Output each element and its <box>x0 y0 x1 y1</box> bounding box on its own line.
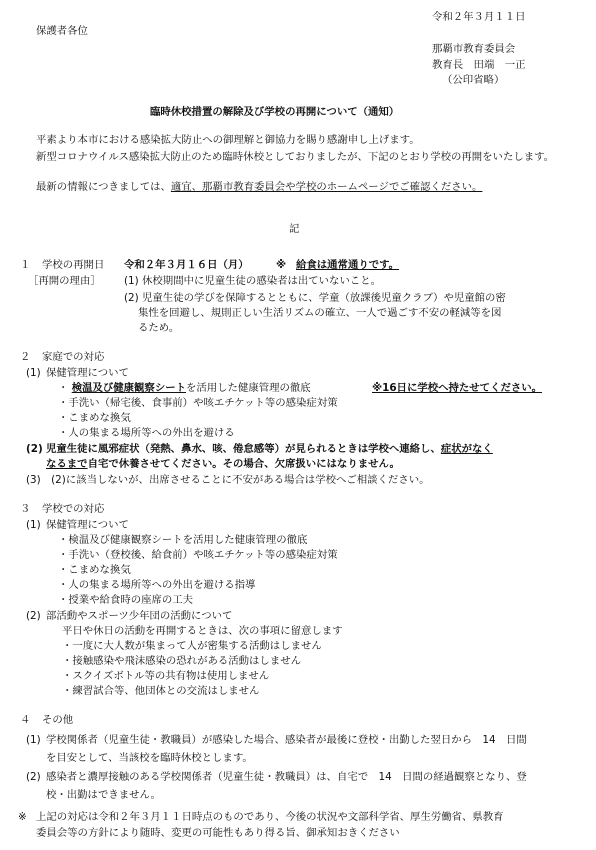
reason-1: (1) 休校期間中に児童生徒の感染者は出ていないこと。 <box>124 275 382 287</box>
sec1-note-mark: ※ <box>276 259 287 271</box>
sec2-bullet-2: ・ 手洗い（帰宅後、食事前）や咳エチケット等の感染症対策 <box>58 396 338 410</box>
sec3-item1-title: 保健管理について <box>46 519 129 531</box>
sec2-bullet-1-rest: を活用した健康管理の徹底 <box>186 382 311 394</box>
cold-symptoms-text: 児童生徒に風邪症状（発熱、鼻水、咳、倦怠感等）が見られるときは学校へ連絡し、 <box>46 443 441 455</box>
until-no-symptoms-2: なるまで <box>46 458 88 470</box>
homepage-check-note: 適宜、那覇市教育委員会や学校のホームページでご確認ください。 <box>170 181 483 193</box>
sec2-item3: (3) (2)に該当しないが、出席させることに不安がある場合は学校へご相談ください。 <box>26 474 430 486</box>
footer-note-line1: 上記の対応は令和２年３月１１日時点のものであり、今後の状況や文部科学省、厚生労働省、県教育 <box>36 811 504 823</box>
club-rule-4: ・ 練習試合等、他団体との交流はしません <box>62 684 259 698</box>
ki-heading: 記 <box>289 223 300 235</box>
sec3-number: ３ <box>20 503 31 515</box>
notice-date: 令和２年３月１１日 <box>432 11 526 23</box>
intro-paragraph-3 <box>36 180 482 194</box>
bring-sheet-note: ※16日に学校へ持たせてください。 <box>372 382 543 394</box>
document-title: 臨時休校措置の解除及び学校の再開について（通知） <box>150 106 400 118</box>
club-rule-3: ・ スクイズボトル等の共有物は使用しません <box>62 669 269 683</box>
club-rule-2: ・ 接触感染や飛沫感染の恐れがある活動はしません <box>62 654 301 668</box>
sec4-item1-line1: 学校関係者（児童生徒・教職員）が感染した場合、感染者が最後に登校・出勤した翌日から 14 日間 <box>46 734 527 746</box>
sec2-item2-line2 <box>46 457 400 471</box>
health-sheet-label: 検温及び健康観察シート <box>71 382 186 394</box>
reason-2-line1: (2) 児童生徒の学びを保障するとともに、学童（放課後児童クラブ）や児童館の密 <box>124 292 506 304</box>
sec3-bullet-1: ・ 検温及び健康観察シートを活用した健康管理の徹底 <box>58 533 307 547</box>
sec2-item2-number: (2) <box>26 443 43 455</box>
reopen-date: 令和２年３月１６日（月） <box>124 259 249 271</box>
sec3-bullet-5: ・ 授業や給食時の座席の工夫 <box>58 593 193 607</box>
intro-paragraph-1: 平素より本市における感染拡大防止への御理解と御協力を賜り感謝申し上げます。 <box>36 134 420 146</box>
club-rule-1: ・ 一度に大人数が集まって人が密集する活動はしません <box>62 639 322 653</box>
superintendent-name: 教育長 田端 一正 <box>432 59 526 71</box>
footer-note-line2: 委員会等の方針により随時、変更の可能性もあり得る旨、御承知おきください <box>36 827 400 839</box>
issuing-organization: 那覇市教育委員会 <box>432 43 516 55</box>
sec3-item1-number: (1) <box>26 519 41 531</box>
lunch-normal-note: 給食は通常通りです。 <box>296 259 400 271</box>
sec2-item1-title: 保健管理について <box>46 367 129 379</box>
sec3-bullet-4: ・ 人の集まる場所等への外出を避ける指導 <box>58 578 255 592</box>
sec4-item2-line2: 校・出勤はできません。 <box>46 789 161 801</box>
club-activity-lead: 平日や休日の活動を再開するときは、次の事項に留意します <box>62 625 343 637</box>
sec4-item2-number: (2) <box>26 771 41 783</box>
sec3-item2-number: (2) <box>26 610 41 622</box>
intro-paragraph-2: 新型コロナウイルス感染拡大防止のため臨時休校としておりましたが、下記のとおり学校の再開をいたします。 <box>36 151 555 163</box>
intro-p3-prefix: 最新の情報につきましては、 <box>36 181 171 193</box>
sec2-item1-number: (1) <box>26 367 41 379</box>
sec4-item2-line1: 感染者と濃厚接触のある学校関係者（児童生徒・教職員）は、自宅で 14 日間の経過観察となり、登 <box>46 771 527 783</box>
sec4-item1-line2: を目安として、当該校を臨時休校とします。 <box>46 752 253 764</box>
sec1-number: １ <box>20 259 31 271</box>
until-no-symptoms-1: 症状がなく <box>440 443 493 455</box>
footer-note-mark: ※ <box>18 811 27 823</box>
sec2-item2-line1 <box>46 442 493 456</box>
sec3-bullet-2: ・ 手洗い（登校後、給食前）や咳エチケット等の感染症対策 <box>58 548 338 562</box>
sec2-bullet-3: ・ こまめな換気 <box>58 411 131 425</box>
rest-at-home-text: 自宅で休養させてください。その場合、欠席扱いにはなりません。 <box>87 458 400 470</box>
sec4-item1-number: (1) <box>26 734 41 746</box>
sec1-label: 学校の再開日 <box>42 259 105 271</box>
sec3-item2-title: 部活動やスポーツ少年団の活動について <box>46 610 233 622</box>
sec3-bullet-3: ・ こまめな換気 <box>58 563 131 577</box>
sec2-bullet-1 <box>58 381 311 395</box>
recipient: 保護者各位 <box>36 25 88 37</box>
sec3-title: 学校での対応 <box>42 503 105 515</box>
sec4-title: その他 <box>42 714 74 726</box>
seal-omitted-note: （公印省略） <box>442 74 505 86</box>
sec4-number: ４ <box>20 714 31 726</box>
sec2-number: ２ <box>20 351 31 363</box>
reason-label: ［再開の理由］ <box>28 275 101 287</box>
reason-2-line3: るため。 <box>138 322 180 334</box>
reason-2-line2: 集性を回避し、規則正しい生活リズムの確立、一人で過ごす不安の軽減等を図 <box>138 307 502 319</box>
sec2-bullet-4: ・ 人の集まる場所等への外出を避ける <box>58 426 235 440</box>
sec2-title: 家庭での対応 <box>42 351 105 363</box>
